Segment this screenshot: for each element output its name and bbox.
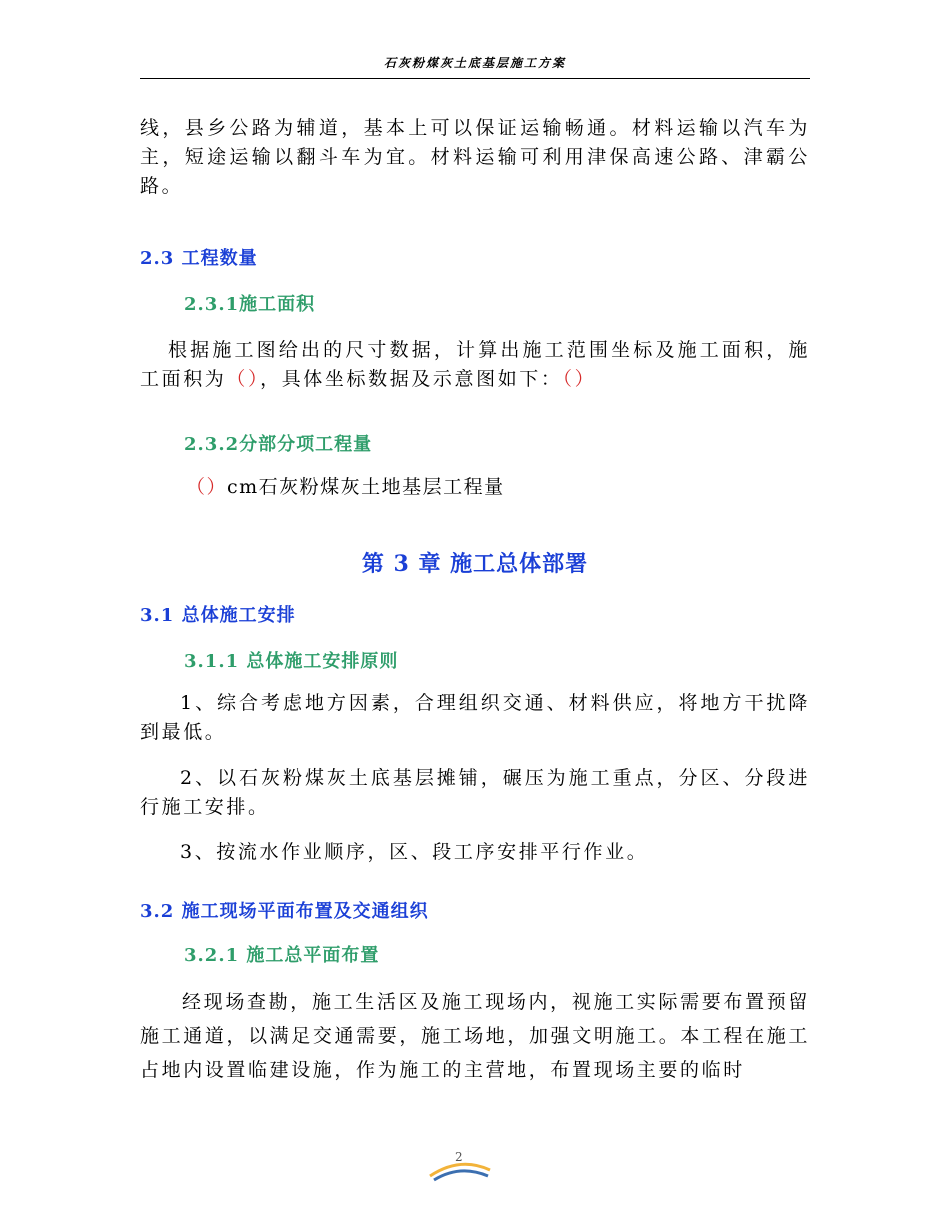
principle-item-3: 3、按流水作业顺序，区、段工序安排平行作业。 <box>180 841 649 863</box>
principle-item-1: 1、综合考虑地方因素，合理组织交通、材料供应，将地方干扰降到最低。 <box>140 692 810 743</box>
chapter-3-title: 第 3 章 施工总体部署 <box>361 551 589 577</box>
coords-blank: （） <box>562 368 597 390</box>
paragraph-quantity <box>140 473 810 502</box>
quantity-blank: （） <box>186 476 228 498</box>
heading-3-2-1: 3.2.1 施工总平面布置 <box>184 945 380 966</box>
area-text-b: ，具体坐标数据及示意图如下： <box>260 368 563 390</box>
area-blank: （） <box>226 368 261 390</box>
heading-3-1: 3.1 总体施工安排 <box>140 605 296 626</box>
quantity-text: cm石灰粉煤灰土地基层工程量 <box>227 476 505 498</box>
heading-2-3-1: 2.3.1施工面积 <box>184 294 316 315</box>
principle-item-2: 2、以石灰粉煤灰土底基层摊铺，碾压为施工重点，分区、分段进行施工安排。 <box>140 767 810 818</box>
heading-3-2: 3.2 施工现场平面布置及交通组织 <box>140 901 429 922</box>
paragraph-transport: 线，县乡公路为辅道，基本上可以保证运输畅通。材料运输以汽车为主，短途运输以翻斗车为宜。材料运输可利用津保高速公路、津霸公路。 <box>140 117 810 197</box>
heading-2-3: 2.3 工程数量 <box>140 248 258 269</box>
header-rule <box>140 78 810 79</box>
paragraph-site-layout: 经现场查勘，施工生活区及施工现场内，视施工实际需要布置预留施工通道，以满足交通需要，施工场地，加强文明施工。本工程在施工占地内设置临建设施，作为施工的主营地，布置现场主要的临时 <box>140 991 810 1081</box>
heading-2-3-2: 2.3.2分部分项工程量 <box>184 434 373 455</box>
page-header-title: 石灰粉煤灰土底基层施工方案 <box>383 56 566 70</box>
paragraph-area <box>140 336 810 394</box>
heading-3-1-1: 3.1.1 总体施工安排原则 <box>184 651 399 672</box>
page-number: 2 <box>455 1150 463 1164</box>
area-text-a: 根据施工图给出的尺寸数据，计算出施工范围坐标及施工面积，施工面积为 <box>140 339 810 390</box>
